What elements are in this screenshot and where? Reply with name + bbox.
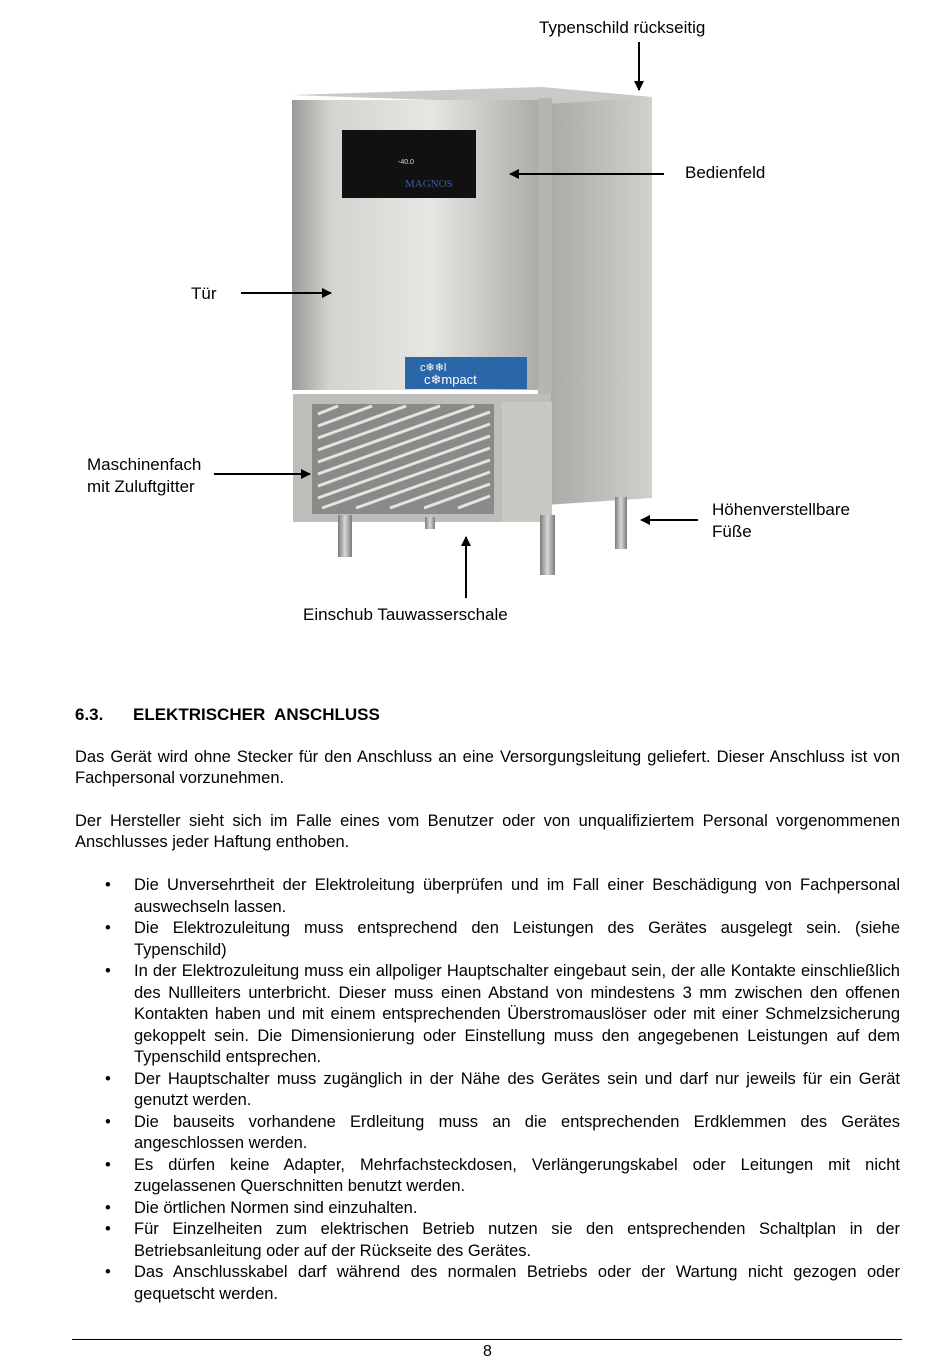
label-einschub: Einschub Tauwasserschale — [303, 605, 508, 624]
list-item — [75, 1262, 900, 1305]
bullet-symbol: • — [105, 1069, 111, 1088]
bullet-symbol: • — [105, 1263, 111, 1281]
requirements-list — [75, 875, 900, 1305]
section-heading — [75, 705, 380, 725]
panel-display: -40.0 — [398, 159, 414, 166]
panel-brand: MAGNOS — [405, 178, 453, 190]
bullet-symbol: • — [105, 1112, 111, 1131]
logo-line1: c❄❄l — [420, 362, 447, 374]
list-item — [75, 1155, 900, 1198]
list-item-text: In der Elektrozuleitung muss ein allpoliger Hauptschalter eingebaut sein, der alle Kontakte einschließlich des Nullleiters unterbricht. Dieser muss einen Abstand von mindestens 3 mm zwischen den offenen Kontakten haben und mit einem entsprechenden Überstromauslöser oder mit einer Schmelzsicherung gekoppelt sein. Die Dimensionierung oder Einstellung muss den angegebenen Leistungen auf dem Typenschild entsprechen. — [134, 962, 900, 1066]
paragraph-2: Der Hersteller sieht sich im Falle eines vom Benutzer oder von unqualifiziertem Personal vorgenommenen Anschlusses jeder Haftung enthoben. — [75, 812, 900, 851]
bullet-symbol: • — [105, 1198, 111, 1217]
logo-line2: c❄mpact — [424, 372, 477, 387]
list-item-text: Die örtlichen Normen sind einzuhalten. — [134, 1198, 418, 1217]
list-item-text: Es dürfen keine Adapter, Mehrfachsteckdosen, Verlängerungskabel oder Leitungen mit nicht zugelassenen Querschnitten benutzt werden. — [134, 1155, 900, 1195]
label-tuer: Tür — [191, 284, 217, 303]
bullet-symbol: • — [105, 1220, 111, 1238]
hinge-column — [538, 98, 552, 394]
cabinet-side — [545, 97, 652, 505]
list-item — [75, 961, 900, 1069]
blast-chiller-figure — [0, 0, 950, 660]
leg-back-right — [615, 497, 627, 549]
list-item — [75, 1112, 900, 1155]
list-item-text: Die Unversehrtheit der Elektroleitung überprüfen und im Fall einer Beschädigung von Fachpersonal auswechseln lassen. — [134, 876, 900, 916]
drip-tray-drawer — [502, 402, 552, 522]
bullet-symbol: • — [105, 919, 111, 937]
paragraph-1: Das Gerät wird ohne Stecker für den Anschluss an eine Versorgungsleitung geliefert. Dieser Anschluss ist von Fachpersonal vorzunehmen. — [75, 748, 900, 787]
leg-back-left — [425, 517, 435, 529]
label-typenschild: Typenschild rückseitig — [539, 18, 706, 37]
page-number: 8 — [483, 1343, 492, 1360]
list-item — [75, 1069, 900, 1112]
label-bedienfeld: Bedienfeld — [685, 163, 766, 182]
bullet-symbol: • — [105, 876, 111, 894]
list-item — [75, 1219, 900, 1262]
bullet-symbol: • — [105, 1155, 111, 1174]
list-item-text: Für Einzelheiten zum elektrischen Betrieb nutzen sie den entsprechenden Schaltplan in der Betriebsanleitung oder auf der Rückseite des Gerätes. — [134, 1220, 900, 1260]
leg-front-left — [338, 515, 352, 557]
bullet-symbol: • — [105, 962, 111, 980]
list-item-text: Der Hauptschalter muss zugänglich in der Nähe des Gerätes sein und darf nur jeweils für ein Gerät genutzt werden. — [134, 1069, 900, 1109]
list-item — [75, 918, 900, 961]
label-fuesse: Höhenverstellbare Füße — [712, 500, 850, 541]
list-item — [75, 875, 900, 918]
leg-front-right — [540, 515, 555, 575]
section-title: ELEKTRISCHER ANSCHLUSS — [133, 705, 380, 724]
list-item-text: Das Anschlusskabel darf während des normalen Betriebs oder der Wartung nicht gezogen oder gequetscht werden. — [134, 1263, 900, 1303]
list-item-text: Die Elektrozuleitung muss entsprechend den Leistungen des Gerätes ausgelegt sein. (siehe Typenschild) — [134, 919, 900, 959]
footer-divider — [72, 1339, 902, 1340]
list-item — [75, 1198, 900, 1220]
list-item-text: Die bauseits vorhandene Erdleitung muss an die entsprechenden Erdklemmen des Gerätes angeschlossen werden. — [134, 1112, 900, 1152]
label-maschinenfach: Maschinenfach mit Zuluftgitter — [87, 455, 202, 496]
section-number: 6.3. — [75, 705, 104, 724]
